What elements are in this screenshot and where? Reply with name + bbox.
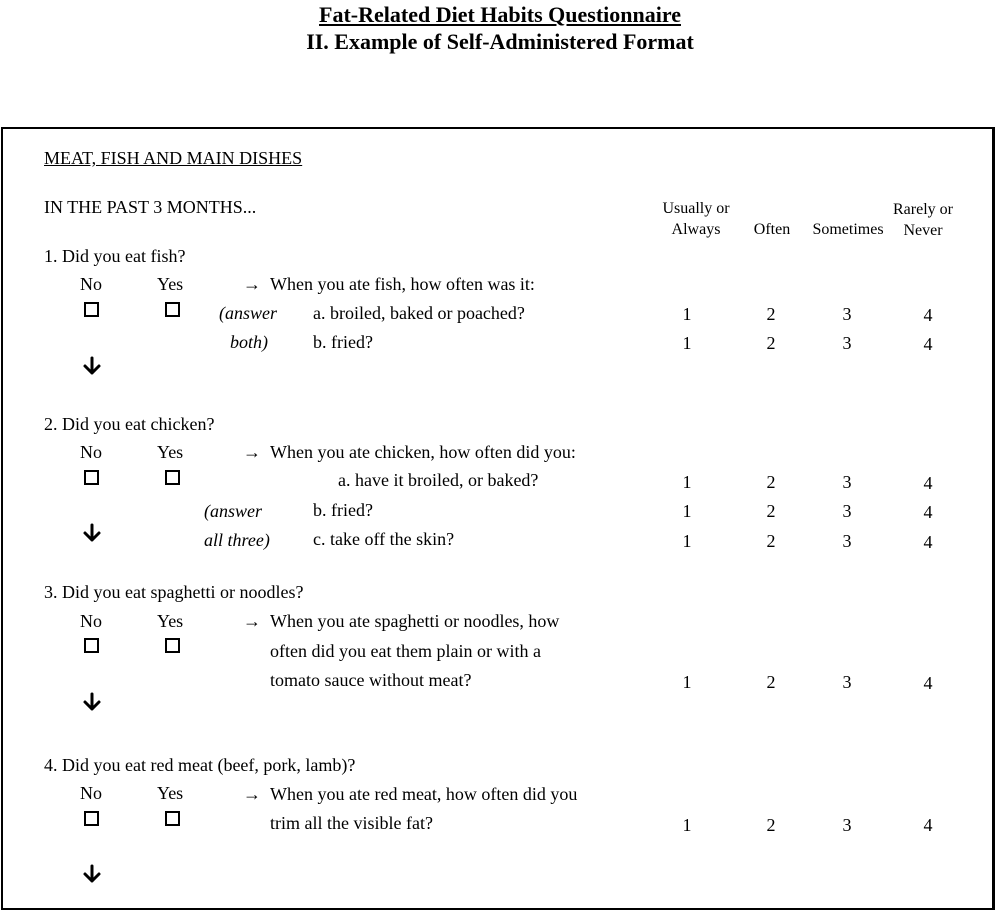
q2a-option-3[interactable]: 3 [842, 472, 852, 492]
col-rarely-line1: Rarely or [893, 201, 953, 218]
q2-item-a: a. have it broiled, or baked? [338, 470, 539, 490]
q3-no-checkbox[interactable] [84, 638, 99, 653]
q1-note-line2: both) [230, 332, 268, 352]
q2-item-b: b. fried? [313, 500, 373, 520]
arrow-right-icon: → [243, 611, 261, 631]
timeframe-label: IN THE PAST 3 MONTHS... [44, 197, 257, 217]
q2-no-checkbox[interactable] [84, 470, 99, 485]
q2-item-c: c. take off the skin? [313, 529, 455, 549]
arrow-down-icon [82, 523, 102, 543]
q3-no-label: No [80, 611, 102, 631]
q1a-option-3[interactable]: 3 [842, 304, 852, 324]
q1-yes-checkbox[interactable] [165, 302, 180, 317]
col-often: Often [753, 221, 791, 238]
arrow-right-icon: → [243, 274, 261, 294]
q1b-option-2[interactable]: 2 [766, 333, 776, 353]
q1-yes-label: Yes [157, 274, 184, 294]
arrow-right-icon: → [243, 784, 261, 804]
q1b-option-3[interactable]: 3 [842, 333, 852, 353]
q3-prompt-line1: When you ate spaghetti or noodles, how [270, 611, 560, 631]
q4-option-4[interactable]: 4 [923, 815, 933, 835]
q1a-option-1[interactable]: 1 [682, 304, 692, 324]
col-usually-line2: Always [671, 221, 721, 238]
q4-yes-checkbox[interactable] [165, 811, 180, 826]
q2-note-line1: (answer [204, 501, 262, 521]
q1-item-b: b. fried? [313, 332, 373, 352]
q4-prompt-line1: When you ate red meat, how often did you [270, 784, 578, 804]
q2a-option-2[interactable]: 2 [766, 472, 776, 492]
q3-option-1[interactable]: 1 [682, 672, 692, 692]
q3-option-4[interactable]: 4 [923, 673, 933, 693]
q2b-option-1[interactable]: 1 [682, 501, 692, 521]
q1-note-line1: (answer [219, 303, 277, 323]
q4-yes-label: Yes [157, 783, 184, 803]
q2b-option-4[interactable]: 4 [923, 502, 933, 522]
q3-option-2[interactable]: 2 [766, 672, 776, 692]
q1a-option-4[interactable]: 4 [923, 305, 933, 325]
q2-prompt: When you ate chicken, how often did you: [270, 442, 576, 462]
col-usually-line1: Usually or [662, 200, 730, 217]
q3-text: 3. Did you eat spaghetti or noodles? [44, 582, 304, 602]
q2a-option-1[interactable]: 1 [682, 472, 692, 492]
q4-option-3[interactable]: 3 [842, 815, 852, 835]
col-rarely-line2: Never [903, 222, 943, 239]
q1-item-a: a. broiled, baked or poached? [313, 303, 525, 323]
q2-no-label: No [80, 442, 102, 462]
q4-option-1[interactable]: 1 [682, 815, 692, 835]
q4-prompt-line2: trim all the visible fat? [270, 813, 433, 833]
q1-prompt: When you ate fish, how often was it: [270, 274, 535, 294]
q2c-option-4[interactable]: 4 [923, 532, 933, 552]
q3-option-3[interactable]: 3 [842, 672, 852, 692]
document-title: Fat-Related Diet Habits Questionnaire [319, 2, 681, 27]
q1-no-checkbox[interactable] [84, 302, 99, 317]
q2c-option-3[interactable]: 3 [842, 531, 852, 551]
q3-yes-checkbox[interactable] [165, 638, 180, 653]
q2c-option-2[interactable]: 2 [766, 531, 776, 551]
document-subtitle: II. Example of Self-Administered Format [306, 29, 694, 54]
q1b-option-1[interactable]: 1 [682, 333, 692, 353]
q3-yes-label: Yes [157, 611, 184, 631]
q2b-option-3[interactable]: 3 [842, 501, 852, 521]
q2c-option-1[interactable]: 1 [682, 531, 692, 551]
q3-prompt-line2: often did you eat them plain or with a [270, 641, 541, 661]
q4-option-2[interactable]: 2 [766, 815, 776, 835]
q4-no-checkbox[interactable] [84, 811, 99, 826]
q1-text: 1. Did you eat fish? [44, 246, 186, 266]
q2b-option-2[interactable]: 2 [766, 501, 776, 521]
q4-text: 4. Did you eat red meat (beef, pork, lamb)? [44, 755, 356, 775]
arrow-down-icon [82, 692, 102, 712]
q2-yes-label: Yes [157, 442, 184, 462]
q2-note-line2: all three) [204, 530, 270, 550]
arrow-down-icon [82, 864, 102, 884]
arrow-right-icon: → [243, 442, 261, 462]
q3-prompt-line3: tomato sauce without meat? [270, 670, 472, 690]
q4-no-label: No [80, 783, 102, 803]
arrow-down-icon [82, 356, 102, 376]
q1-no-label: No [80, 274, 102, 294]
col-sometimes: Sometimes [812, 221, 884, 238]
q2-text: 2. Did you eat chicken? [44, 414, 215, 434]
q1b-option-4[interactable]: 4 [923, 334, 933, 354]
q1a-option-2[interactable]: 2 [766, 304, 776, 324]
section-heading: MEAT, FISH AND MAIN DISHES [44, 148, 303, 168]
q2-yes-checkbox[interactable] [165, 470, 180, 485]
q2a-option-4[interactable]: 4 [923, 473, 933, 493]
